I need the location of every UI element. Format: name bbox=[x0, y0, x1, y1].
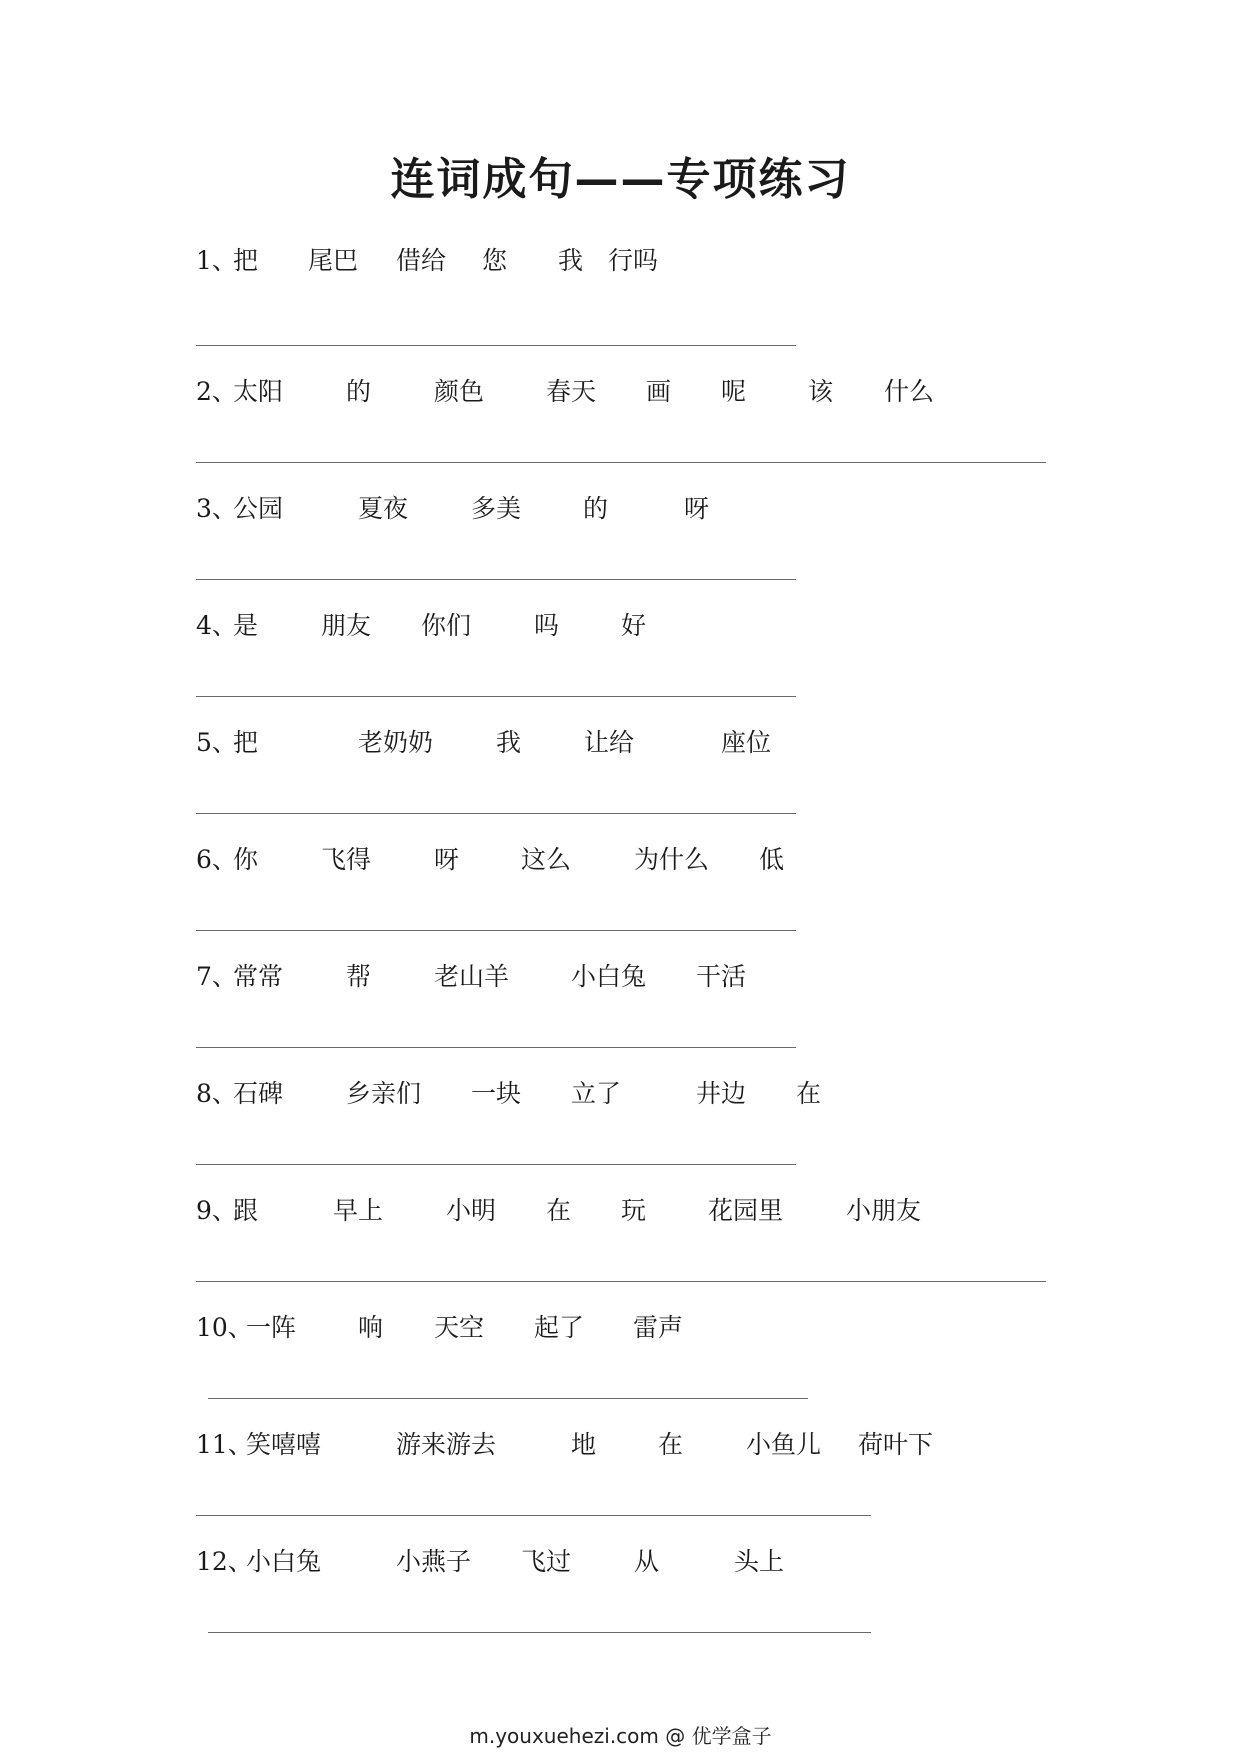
word-chip: 我 bbox=[496, 728, 522, 757]
word-chip: 石碑 bbox=[233, 1079, 284, 1108]
word-chip: 帮 bbox=[346, 962, 372, 991]
word-chip: 一块 bbox=[471, 1079, 522, 1108]
question-number: 11、 bbox=[196, 1430, 253, 1459]
word-chip: 常常 bbox=[233, 962, 284, 991]
word-chip: 尾巴 bbox=[308, 246, 359, 275]
word-chip: 老山羊 bbox=[434, 962, 510, 991]
word-chip: 这么 bbox=[521, 845, 572, 874]
answer-line-10[interactable] bbox=[208, 1398, 808, 1399]
word-chip: 我 bbox=[558, 246, 584, 275]
word-chip: 低 bbox=[759, 845, 785, 874]
word-chip: 小朋友 bbox=[846, 1196, 922, 1225]
word-chip: 干活 bbox=[696, 962, 747, 991]
word-chip: 乡亲们 bbox=[346, 1079, 422, 1108]
word-chip: 借给 bbox=[396, 246, 447, 275]
word-chip: 多美 bbox=[471, 494, 522, 523]
question-number: 9、 bbox=[196, 1196, 237, 1225]
word-chip: 小白兔 bbox=[571, 962, 647, 991]
word-chip: 呀 bbox=[434, 845, 460, 874]
word-chip: 井边 bbox=[696, 1079, 747, 1108]
word-chip: 朋友 bbox=[321, 611, 372, 640]
answer-line-9[interactable] bbox=[196, 1281, 1046, 1282]
word-chip: 把 bbox=[233, 728, 259, 757]
page-title: 连词成句——专项练习 bbox=[390, 154, 851, 205]
word-chip: 春天 bbox=[546, 377, 597, 406]
word-chip: 颜色 bbox=[434, 377, 485, 406]
word-chip: 太阳 bbox=[233, 377, 284, 406]
word-chip: 小燕子 bbox=[396, 1547, 472, 1576]
word-chip: 雷声 bbox=[633, 1313, 684, 1342]
answer-line-7[interactable] bbox=[196, 1047, 796, 1048]
word-chip: 好 bbox=[621, 611, 647, 640]
word-chip: 跟 bbox=[233, 1196, 259, 1225]
answer-line-1[interactable] bbox=[196, 345, 796, 346]
word-chip: 把 bbox=[233, 246, 259, 275]
word-chip: 飞得 bbox=[321, 845, 372, 874]
question-number: 8、 bbox=[196, 1079, 237, 1108]
word-chip: 为什么 bbox=[634, 845, 710, 874]
answer-line-3[interactable] bbox=[196, 579, 796, 580]
word-chip: 早上 bbox=[333, 1196, 384, 1225]
word-chip: 是 bbox=[233, 611, 259, 640]
word-chip: 夏夜 bbox=[358, 494, 409, 523]
word-chip: 行吗 bbox=[608, 246, 659, 275]
word-chip: 头上 bbox=[734, 1547, 785, 1576]
word-chip: 花园里 bbox=[708, 1196, 784, 1225]
question-number: 4、 bbox=[196, 611, 237, 640]
word-chip: 荷叶下 bbox=[858, 1430, 934, 1459]
question-number: 2、 bbox=[196, 377, 237, 406]
word-chip: 从 bbox=[634, 1547, 660, 1576]
word-chip: 的 bbox=[346, 377, 372, 406]
word-chip: 呀 bbox=[684, 494, 710, 523]
word-chip: 立了 bbox=[571, 1079, 622, 1108]
answer-line-2[interactable] bbox=[196, 462, 1046, 463]
word-chip: 座位 bbox=[721, 728, 772, 757]
word-chip: 地 bbox=[571, 1430, 597, 1459]
answer-line-8[interactable] bbox=[196, 1164, 796, 1165]
page-footer: m.youxuehezi.com @ 优学盒子 bbox=[469, 1724, 772, 1748]
word-chip: 您 bbox=[482, 246, 508, 275]
answer-line-11[interactable] bbox=[196, 1515, 871, 1516]
word-chip: 小鱼儿 bbox=[746, 1430, 822, 1459]
word-chip: 在 bbox=[658, 1430, 684, 1459]
word-chip: 该 bbox=[808, 377, 834, 406]
question-number: 12、 bbox=[196, 1547, 253, 1576]
question-number: 6、 bbox=[196, 845, 237, 874]
answer-line-4[interactable] bbox=[196, 696, 796, 697]
word-chip: 笑嘻嘻 bbox=[246, 1430, 322, 1459]
word-chip: 玩 bbox=[621, 1196, 647, 1225]
question-number: 1、 bbox=[196, 246, 237, 275]
word-chip: 你 bbox=[233, 845, 259, 874]
question-number: 5、 bbox=[196, 728, 237, 757]
word-chip: 起了 bbox=[534, 1313, 585, 1342]
word-chip: 天空 bbox=[434, 1313, 485, 1342]
word-chip: 画 bbox=[646, 377, 672, 406]
word-chip: 老奶奶 bbox=[358, 728, 434, 757]
question-number: 7、 bbox=[196, 962, 237, 991]
word-chip: 小明 bbox=[446, 1196, 497, 1225]
word-chip: 的 bbox=[583, 494, 609, 523]
word-chip: 吗 bbox=[534, 611, 560, 640]
word-chip: 你们 bbox=[421, 611, 472, 640]
answer-line-6[interactable] bbox=[196, 930, 796, 931]
word-chip: 公园 bbox=[233, 494, 284, 523]
word-chip: 呢 bbox=[721, 377, 747, 406]
word-chip: 飞过 bbox=[521, 1547, 572, 1576]
word-chip: 响 bbox=[358, 1313, 384, 1342]
answer-line-5[interactable] bbox=[196, 813, 796, 814]
question-number: 10、 bbox=[196, 1313, 253, 1342]
question-number: 3、 bbox=[196, 494, 237, 523]
answer-line-12[interactable] bbox=[208, 1632, 871, 1633]
word-chip: 在 bbox=[546, 1196, 572, 1225]
word-chip: 让给 bbox=[584, 728, 635, 757]
word-chip: 小白兔 bbox=[246, 1547, 322, 1576]
word-chip: 一阵 bbox=[246, 1313, 297, 1342]
word-chip: 在 bbox=[796, 1079, 822, 1108]
word-chip: 什么 bbox=[884, 377, 935, 406]
word-chip: 游来游去 bbox=[396, 1430, 497, 1459]
